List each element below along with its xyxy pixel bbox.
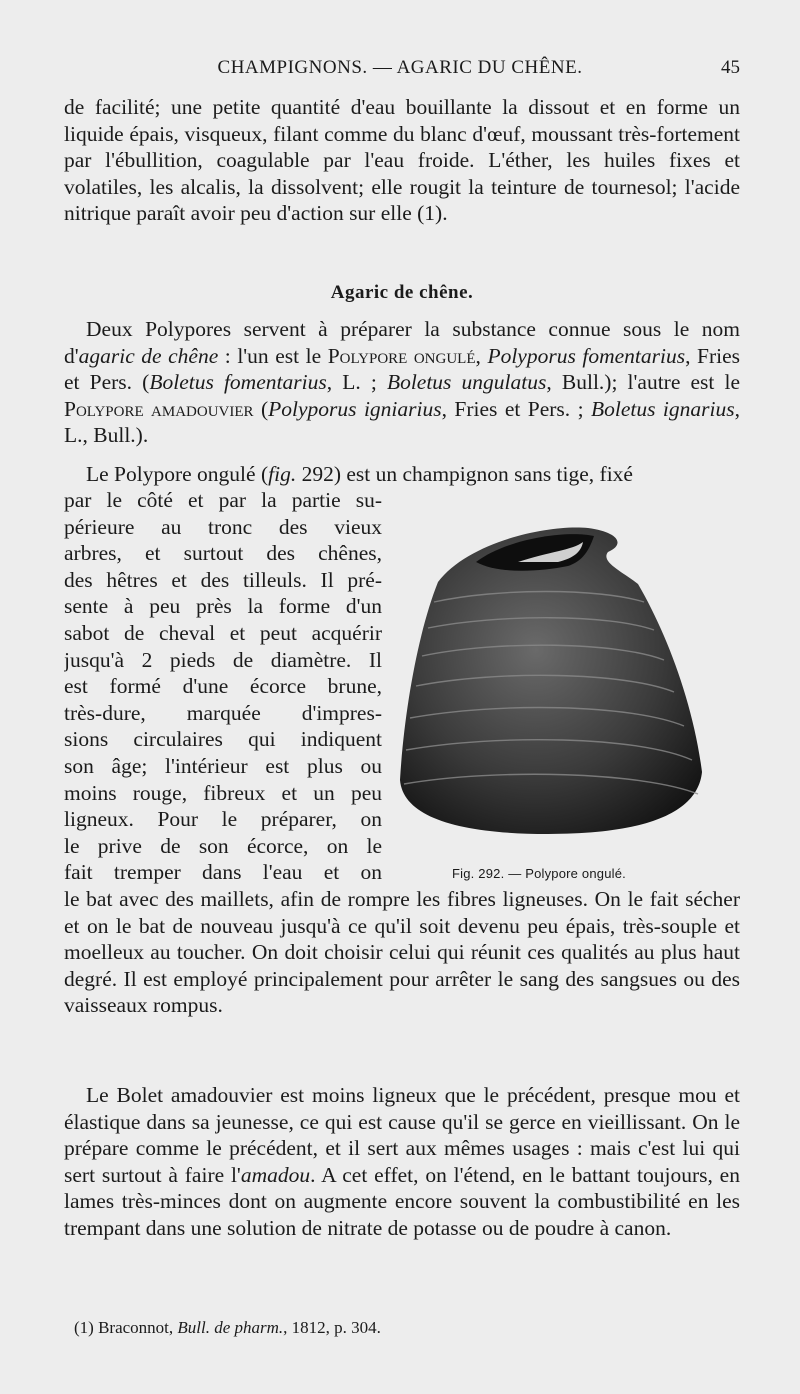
p2-latin-name: Polyporus fomentarius (487, 343, 686, 368)
column-line: des hêtres et des tilleuls. Il pré- (64, 567, 382, 592)
column-line: arbres, et surtout des chênes, (64, 541, 382, 566)
p2-text: , Bull.); l'autre est le (546, 370, 741, 395)
p2-text: , Fries et Pers. ( (64, 343, 741, 395)
column-line: sente à peu près la forme d'un (64, 594, 382, 619)
p4-text: . A cet effet, on l'étend, en le battant toujours, en lames très-minces dont on augmente encore souvent la combustibilité en les trempant dans une solution de nitrate de potasse ou de poudre à canon. (64, 1162, 740, 1240)
p2-species-name: Polypore ongulé (327, 343, 476, 368)
p2-text: ( (253, 396, 269, 421)
figure-caption: Fig. 292. — Polypore ongulé. (452, 866, 626, 881)
p2-text: , L. ; (326, 370, 387, 395)
p2-text: : l'un est le (218, 343, 328, 368)
section-title: Agaric de chêne. (330, 282, 474, 303)
running-header (60, 54, 740, 84)
p2-text: Deux Polypores servent à préparer la substance connue sous le nom d' (64, 317, 740, 368)
column-line: ligneux. Pour le préparer, on (64, 807, 382, 832)
paragraph-3-continuation: le bat avec des maillets, afin de rompre les fibres ligneuses. On le fait sécher et on le bat de nouveau jusqu'à ce qu'il soit devenu peu épais, très-souple et moelleux au toucher. On doit choisir celui qui réunit ces qualités au plus haut degré. Il est employé principalement pour arrêter le sang des sangsues ou des vaisseaux rompus. (64, 887, 740, 1018)
paragraph-3-column (64, 487, 382, 886)
column-line: par le côté et par la partie su- (64, 488, 382, 512)
p2-latin-name: Boletus fomentarius (149, 370, 327, 395)
column-line: sions circulaires qui indiquent (64, 727, 382, 752)
p2-species-name: Polypore amadouvier (64, 396, 254, 421)
p4-term: amadou (240, 1162, 311, 1187)
p2-term: agaric de chêne (78, 343, 219, 368)
column-line: sabot de cheval et peut acquérir (64, 620, 382, 645)
paragraph-4 (64, 1082, 740, 1242)
column-line: très-dure, marquée d'impres- (64, 700, 382, 725)
p3-text: Le Polypore ongulé ( (86, 462, 269, 486)
column-line: fait tremper dans l'eau et on (64, 860, 382, 885)
paragraph-3-first-line (64, 461, 740, 488)
p4-text: Le Bolet amadouvier est moins ligneux que le précédent, presque mou et élastique dans sa jeunesse, ce qui est cause qu'il se gerce en vieillissant. On le prépare comme le précédent, et il sert aux mêmes usages : mais c'est lui qui sert surtout à faire l' (64, 1083, 740, 1187)
p2-latin-name: Boletus ungulatus (386, 370, 547, 395)
p2-latin-name: Polyporus igniarius (268, 396, 442, 421)
column-line: jusqu'à 2 pieds de diamètre. Il (64, 647, 382, 672)
footnote (74, 1318, 734, 1338)
p2-text: , Fries et Pers. ; (441, 396, 592, 421)
p2-text: , (475, 343, 488, 368)
p2-latin-name: Boletus ignarius (591, 396, 735, 421)
column-line: est formé d'une écorce brune, (64, 674, 382, 699)
column-line: son âge; l'intérieur est plus ou (64, 753, 382, 778)
column-line: périeure au tronc des vieux (64, 514, 382, 539)
footnote-journal: Bull. de pharm. (177, 1318, 284, 1337)
paragraph-2 (64, 316, 740, 449)
footnote-text: (1) Braconnot, (74, 1318, 178, 1337)
column-line: le prive de son écorce, on le (64, 833, 382, 858)
header-title: CHAMPIGNONS. — AGARIC DU CHÊNE. (217, 57, 583, 78)
column-line: moins rouge, fibreux et un peu (64, 780, 382, 805)
p3-text: 292) est un champignon sans tige, fixé (296, 462, 633, 486)
p3-fig-ref: fig. (268, 462, 297, 486)
footnote-text: , 1812, p. 304. (283, 1318, 381, 1337)
polypore-engraving-icon (398, 522, 702, 834)
page-number: 45 (721, 57, 740, 78)
paragraph-1: de facilité; une petite quantité d'eau bouillante la dissout et en forme un liquide épais, visqueux, filant comme du blanc d'œuf, moussant très-fortement par l'ébullition, coagulable par l'eau froide. L'éther, les huiles fixes et volatiles, les alcalis, la dissolvent; elle rougit la teinture de tournesol; l'acide nitrique paraît avoir peu d'action sur elle (1). (64, 95, 740, 226)
p2-text: , L., Bull.). (64, 396, 740, 448)
